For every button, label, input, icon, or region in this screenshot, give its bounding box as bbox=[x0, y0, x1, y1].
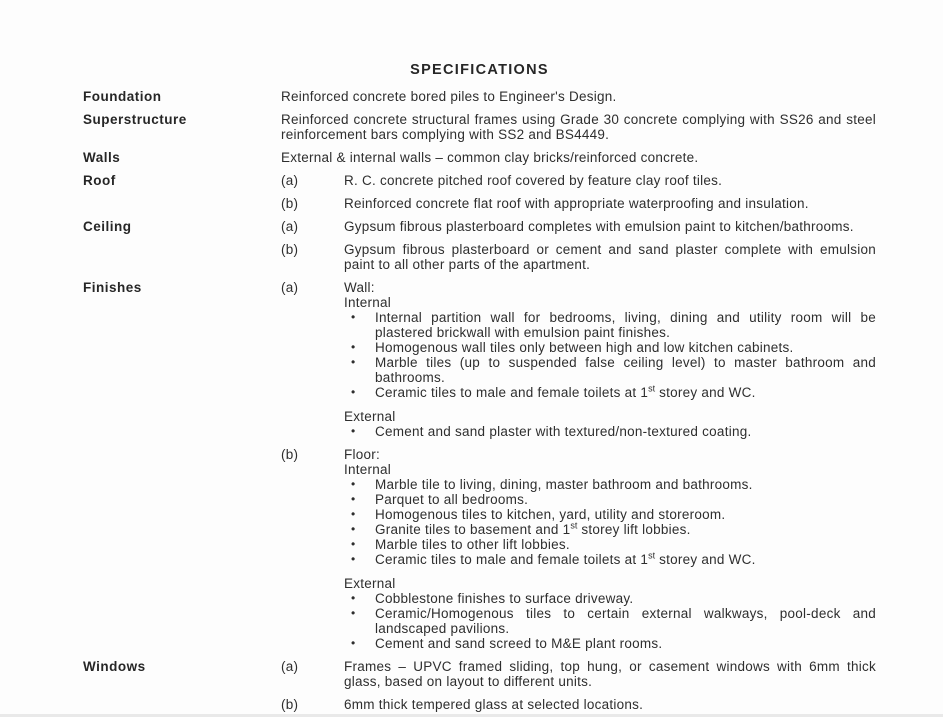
bullet-item bbox=[344, 606, 876, 636]
bullet-item bbox=[344, 340, 876, 355]
bullet-text: Granite tiles to basement and 1st storey lift lobbies. bbox=[375, 520, 691, 537]
page-title: SPECIFICATIONS bbox=[410, 62, 549, 78]
section-label-windows: Windows bbox=[83, 659, 146, 674]
bullet-icon: • bbox=[351, 310, 356, 324]
item-marker-ceiling-a: (a) bbox=[281, 219, 299, 234]
bullet-text: Marble tile to living, dining, master bathroom and bathrooms. bbox=[375, 477, 753, 492]
section-windows-b bbox=[83, 697, 876, 712]
bullet-icon: • bbox=[351, 355, 356, 369]
section-finishes-floor bbox=[83, 447, 876, 651]
item-body-windows-a bbox=[344, 659, 876, 689]
item-body-finishes-wall bbox=[344, 280, 876, 439]
item-marker-ceiling-b: (b) bbox=[281, 242, 299, 257]
bullet-icon: • bbox=[351, 340, 356, 354]
bullet-icon: • bbox=[351, 591, 356, 605]
superstructure-text: Reinforced concrete structural frames using Grade 30 concrete complying with SS26 and steel reinforcement bars complying with SS2 and BS4449. bbox=[281, 112, 876, 142]
finishes-wall-internal-bullets bbox=[344, 310, 876, 400]
superscript: st bbox=[648, 383, 656, 394]
section-body-superstructure bbox=[281, 112, 876, 142]
section-body-foundation bbox=[281, 89, 876, 104]
superscript: st bbox=[648, 550, 656, 561]
bullet-text: Cement and sand screed to M&E plant rooms. bbox=[375, 636, 663, 651]
item-marker-roof-a: (a) bbox=[281, 173, 299, 188]
bullet-item bbox=[344, 522, 876, 537]
foundation-text: Reinforced concrete bored piles to Engineer's Design. bbox=[281, 89, 617, 104]
bullet-icon: • bbox=[351, 606, 356, 620]
bullet-text: Homogenous tiles to kitchen, yard, utility and storeroom. bbox=[375, 507, 726, 522]
roof-b-text: Reinforced concrete flat roof with appropriate waterproofing and insulation. bbox=[344, 196, 809, 211]
bullet-text: Ceramic/Homogenous tiles to certain external walkways, pool-deck and landscaped pavilions. bbox=[375, 606, 876, 636]
bullet-text: Marble tiles to other lift lobbies. bbox=[375, 537, 570, 552]
section-label-ceiling: Ceiling bbox=[83, 219, 132, 234]
bullet-text: Parquet to all bedrooms. bbox=[375, 492, 529, 507]
superscript: st bbox=[570, 520, 578, 531]
bullet-icon: • bbox=[351, 424, 356, 438]
finishes-wall-internal-heading: Internal bbox=[344, 295, 392, 310]
section-body-walls bbox=[281, 150, 876, 165]
item-body-roof-a bbox=[344, 173, 876, 188]
section-superstructure bbox=[83, 112, 876, 142]
section-label-foundation: Foundation bbox=[83, 89, 162, 104]
item-marker-finishes-floor: (b) bbox=[281, 447, 299, 462]
section-ceiling-a bbox=[83, 219, 876, 234]
finishes-wall-external-heading: External bbox=[344, 409, 396, 424]
item-marker-windows-a: (a) bbox=[281, 659, 299, 674]
bullet-item bbox=[344, 492, 876, 507]
ceiling-a-text: Gypsum fibrous plasterboard completes with emulsion paint to kitchen/bathrooms. bbox=[344, 219, 854, 234]
item-marker-roof-b: (b) bbox=[281, 196, 299, 211]
section-windows-a bbox=[83, 659, 876, 689]
roof-a-text: R. C. concrete pitched roof covered by feature clay roof tiles. bbox=[344, 173, 723, 188]
bullet-icon: • bbox=[351, 636, 356, 650]
bullet-item bbox=[344, 385, 876, 400]
bullet-text: Marble tiles (up to suspended false ceiling level) to master bathroom and bathrooms. bbox=[375, 355, 876, 385]
bullet-text: Internal partition wall for bedrooms, living, dining and utility room will be plastered brickwall with emulsion paint finishes. bbox=[375, 310, 876, 340]
item-body-ceiling-a bbox=[344, 219, 876, 234]
bullet-text: Cobblestone finishes to surface driveway. bbox=[375, 591, 634, 606]
bullet-text: Homogenous wall tiles only between high and low kitchen cabinets. bbox=[375, 340, 794, 355]
walls-text: External & internal walls – common clay bricks/reinforced concrete. bbox=[281, 150, 699, 165]
bullet-text: Ceramic tiles to male and female toilets at 1st storey and WC. bbox=[375, 550, 756, 567]
bullet-item bbox=[344, 591, 876, 606]
bullet-icon: • bbox=[351, 507, 356, 521]
bullet-item bbox=[344, 552, 876, 567]
bullet-item bbox=[344, 424, 876, 439]
section-finishes-wall bbox=[83, 280, 876, 439]
bullet-item bbox=[344, 636, 876, 651]
item-body-finishes-floor bbox=[344, 447, 876, 651]
bullet-item bbox=[344, 310, 876, 340]
bullet-icon: • bbox=[351, 537, 356, 551]
finishes-floor-internal-bullets bbox=[344, 477, 876, 567]
bullet-icon: • bbox=[351, 477, 356, 491]
section-foundation bbox=[83, 89, 876, 104]
section-label-superstructure: Superstructure bbox=[83, 112, 187, 127]
bullet-icon: • bbox=[351, 492, 356, 506]
bullet-text: Cement and sand plaster with textured/non-textured coating. bbox=[375, 424, 752, 439]
label-spacer bbox=[83, 697, 281, 712]
windows-b-text: 6mm thick tempered glass at selected locations. bbox=[344, 697, 644, 712]
bullet-item bbox=[344, 507, 876, 522]
finishes-wall-external-bullets bbox=[344, 424, 876, 439]
bullet-text: Ceramic tiles to male and female toilets at 1st storey and WC. bbox=[375, 383, 756, 400]
finishes-floor-external-bullets bbox=[344, 591, 876, 651]
item-body-roof-b bbox=[344, 196, 876, 211]
bullet-item bbox=[344, 477, 876, 492]
bullet-icon: • bbox=[351, 522, 356, 536]
item-marker-finishes-wall: (a) bbox=[281, 280, 299, 295]
label-spacer bbox=[83, 196, 281, 211]
section-label-finishes: Finishes bbox=[83, 280, 142, 295]
section-walls bbox=[83, 150, 876, 165]
item-body-windows-b bbox=[344, 697, 876, 712]
bullet-icon: • bbox=[351, 552, 356, 566]
label-spacer bbox=[83, 242, 281, 272]
section-roof-b bbox=[83, 196, 876, 211]
bullet-item bbox=[344, 355, 876, 385]
label-spacer bbox=[83, 447, 281, 651]
item-body-ceiling-b bbox=[344, 242, 876, 272]
finishes-floor-heading: Floor: bbox=[344, 447, 381, 462]
windows-a-text: Frames – UPVC framed sliding, top hung, or casement windows with 6mm thick glass, based on layout to different units. bbox=[344, 659, 876, 689]
finishes-wall-heading: Wall: bbox=[344, 280, 375, 295]
section-roof-a bbox=[83, 173, 876, 188]
item-marker-windows-b: (b) bbox=[281, 697, 299, 712]
section-label-roof: Roof bbox=[83, 173, 116, 188]
finishes-floor-internal-heading: Internal bbox=[344, 462, 392, 477]
bullet-icon: • bbox=[351, 385, 356, 399]
section-ceiling-b bbox=[83, 242, 876, 272]
section-label-walls: Walls bbox=[83, 150, 121, 165]
finishes-floor-external-heading: External bbox=[344, 576, 396, 591]
ceiling-b-text: Gypsum fibrous plasterboard or cement and sand plaster complete with emulsion paint to all other parts of the apartment. bbox=[344, 242, 876, 272]
bullet-item bbox=[344, 537, 876, 552]
